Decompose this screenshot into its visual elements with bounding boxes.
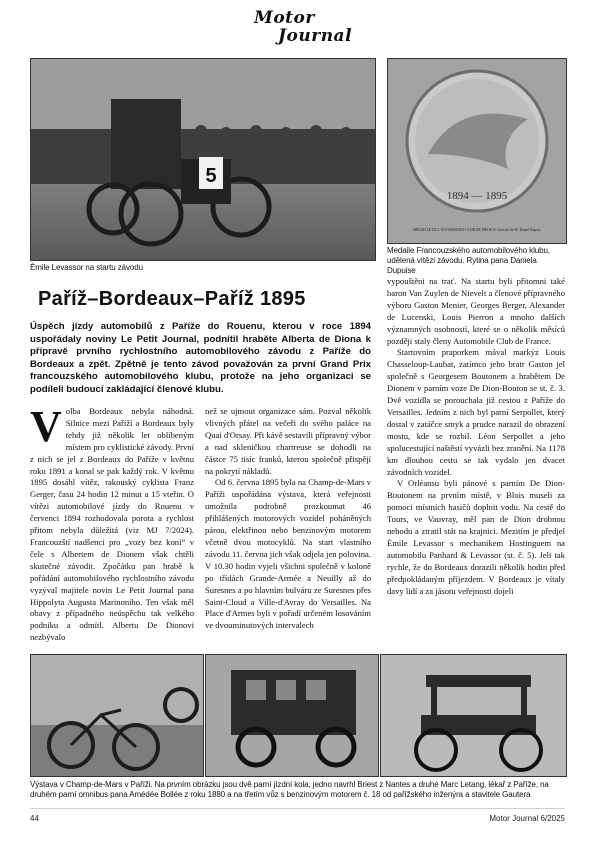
article-title: Paříž–Bordeaux–Paříž 1895 (38, 288, 306, 310)
article-column-3 (387, 276, 565, 597)
race-number: 5 (205, 165, 217, 187)
column-1-text: olba Bordeaux nebyla náhodná. Silnice mezi Paříží a Bordeaux byly tehdy již několik let oblíbeným místem pro cyklistické závody. První z nich se jel z Bordeaux do Paříže v květnu roku 1891 a konal se pak každý rok. V květnu 1895 dosáhl vítěz, rakouský cyklista Franz Gerger, času 24 hodin 12 minut a 15 vteřin. O vítězi automobilové jízdy do Rouenu v červenci 1894 rozhodovala porota a rychlost přitom nebyla důležitá (viz MJ 7/2024). Francouzští nadšenci pro „vozy bez koní“ v čele s Albertem de Dionem však chtěli skutečné závodit. Zpočátku pan hrabě k pořádání automobilového rychlostního závodu vyzýval majitele novin Le Petit Journal pana Hippolyta Augusta Marinoniho. Ten však měl obavy z případného neúspěchu tak velkého podniku a odmítl. Albertu De Dionovi nezbývalo (30, 406, 194, 643)
column-3-paragraph: Startovním praporkem mával markýz Louis Chasseloup-Laubat, zatímco jeho bratr Gaston jel společně s Georgesem Boutonem a hrabětem De Dionem v parním voze De Dion-Bouton se st. č. 3. Dvě vozidla se porouchala již cestou z Paříže do Versailles. Jedním z nich byl parní Serpollet, který dostal v zatáčce smyk a prudce narazil do obrazení mostu, kde se rozbil. Léon Serpollet a jeho spolucestující naštěstí vyvázli bez zranění. Na 1178 km dlouhou cestu se tak vydalo jen dvacet závodních vozidel. (387, 347, 565, 477)
caption-levassor: Émile Levassor na startu závodu (30, 263, 143, 272)
masthead-logo (252, 8, 353, 50)
medal-inscription: MÉDAILLE DE L'AUTOMOBILE-CLUB DE FRANCE. Gravure de M. Daniel Dupuis. (412, 228, 542, 232)
issue-label: Motor Journal 6/2025 (489, 814, 565, 823)
medal-photo (387, 58, 567, 244)
column-3-paragraph: V Orléansu byli pánové s parním De Dion-Boutonem na prvním místě, v Blois museli za pomoci místních hasičů doplnit vodu. Na cestě do Tours, ve Vauvray, měl pan de Dion drobnou nehodu a ztratil stát na krajnici. Mezitím je předjel Émile Levassor s mechanikem Hostinguem na automobilu Panhard & Levassor (st. č. 5). Jeli tak rychle, že do Bordeaux dorazili několik hodin před předpokládaným příjezdem. V Bordeaux je vítaly davy lidí a za jásotu veřejnosti dojeli (387, 478, 565, 596)
logo-line-2: Journal (278, 26, 353, 46)
column-2-paragraph: než se ujmout organizace sám. Pozval několik vlivných přátel na večeři do svého paláce na Quai d'Orsay. Při kávě sestavili přípravný výbor a nad skleničkou chartreuse se dohodli na částce 75 tisíc franků, kterou společně přispějí na pokrytí nákladů. (205, 406, 371, 476)
dropcap: V (30, 402, 62, 451)
footer-rule (30, 808, 565, 809)
article-column-2 (205, 406, 371, 632)
steam-omnibus-photo (205, 654, 379, 777)
article-lead: Úspěch jízdy automobilů z Paříže do Rouenu, kterou v roce 1894 uspořádaly noviny Le Petit Journal, podnítil hraběte Alberta de Diona k přípravě prvního rychlostního automobilového závodu z Paříže do Bordeaux a zpět. Zpětně je tento závod považován za první Grand Prix francouzského automobilového klubu, protože na jeho organizaci se podíleli budoucí zakládající členové klubu. (30, 321, 371, 395)
medal-years: 1894 — 1895 (446, 190, 508, 202)
logo-line-1: Motor (254, 8, 315, 28)
page-number: 44 (30, 814, 39, 823)
column-2-paragraph: Od 6. června 1895 byla na Champ-de-Mars v Paříži uspořádána výstava, která veřejnosti umožnila podrobně prozkoumat 46 přihlášených motorových vozidel poháněných párou, elektřinou nebo benzinovým motorem včetně dvou motocyklů. Na start vlastního závodu 11. června jich však odjela jen polovina. V 10.30 hodin vyjeli všichni společně v koloně po třídách Grande-Armée a Neuilly až do Suresnes a po hlavním bulváru ze Suresnes přes Saint-Cloud a Ville-d'Avray do Versailles. Na Place d'Armes byli v pořadí určeném losováním ve dvouminutových intervalech (205, 477, 371, 631)
levassor-photo (30, 58, 376, 261)
steam-bicycles-photo (30, 654, 204, 777)
caption-medal: Medaile Francouzského automobilového klubu, udělená vítězi závodu. Rytina pana Daniela Dupuise (387, 246, 550, 275)
gautier-car-photo (380, 654, 567, 777)
column-3-paragraph: vypouštěni na trať. Na startu byli přítomni také baron Van Zuylen de Nievelt a členové přípravného výboru Gaston Menier, Georges Berger, Alexander de Lucenski, Louis Pierron a mnoho dalších významných osobností, které se o několik měsíců později staly členy Automobile Club de France. (387, 276, 565, 346)
article-column-1 (30, 402, 194, 644)
caption-exhibition: Výstava v Champ-de-Mars v Paříži. Na prvním obrázku jsou dvě parní jízdní kola, jedno navrhl Briest z Nantes a druhé Marc Letang, lékař z Paříže, na druhém parní omnibus pana Amédée Bollée z roku 1880 a na třetím vůz s benzinovým motorem č. 18 od pařížského inženýra a stavitele Gautera (30, 780, 549, 799)
